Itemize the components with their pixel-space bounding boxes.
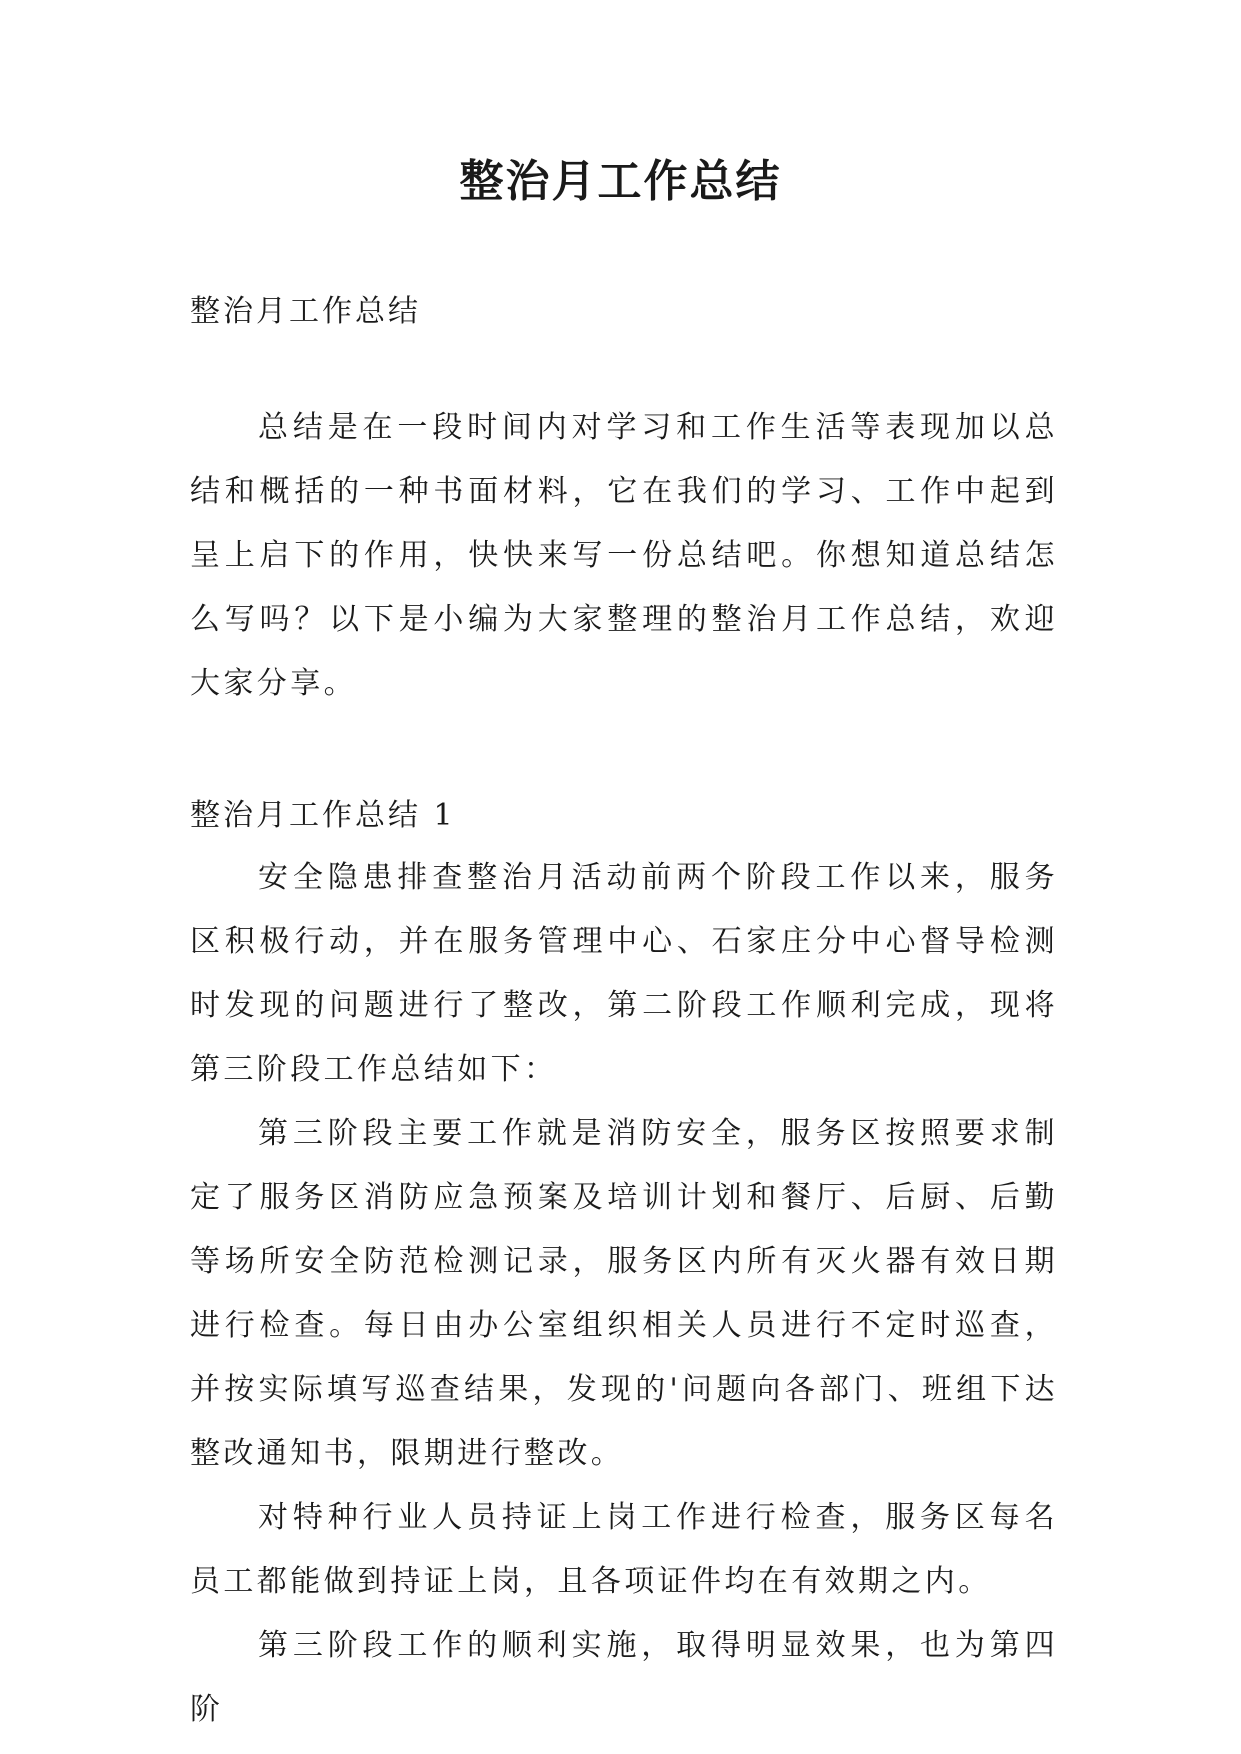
body-paragraph: 第三阶段工作的顺利实施，取得明显效果，也为第四阶	[190, 1628, 1058, 1727]
document-subtitle: 整治月工作总结	[190, 294, 421, 329]
body-paragraph: 对特种行业人员持证上岗工作进行检查，服务区每名员工都能做到持证上岗，且各项证件均在有效期之内。	[190, 1500, 1058, 1599]
intro-paragraph: 总结是在一段时间内对学习和工作生活等表现加以总结和概括的一种书面材料，它在我们的学习、工作中起到呈上启下的作用，快快来写一份总结吧。你想知道总结怎么写吗？以下是小编为大家整理的整治月工作总结，欢迎大家分享。	[190, 410, 1058, 701]
section-heading: 整治月工作总结 1	[190, 798, 456, 833]
document-body	[190, 290, 1058, 1742]
body-paragraph: 安全隐患排查整治月活动前两个阶段工作以来，服务区积极行动，并在服务管理中心、石家庄分中心督导检测时发现的问题进行了整改，第二阶段工作顺利完成，现将第三阶段工作总结如下：	[190, 860, 1058, 1087]
document-title: 整治月工作总结	[459, 156, 782, 207]
body-paragraph: 第三阶段主要工作就是消防安全，服务区按照要求制定了服务区消防应急预案及培训计划和餐厅、后厨、后勤等场所安全防范检测记录，服务区内所有灭火器有效日期进行检查。每日由办公室组织相关人员进行不定时巡查，并按实际填写巡查结果，发现的'问题向各部门、班组下达整改通知书，限期进行整改。	[190, 1116, 1058, 1471]
